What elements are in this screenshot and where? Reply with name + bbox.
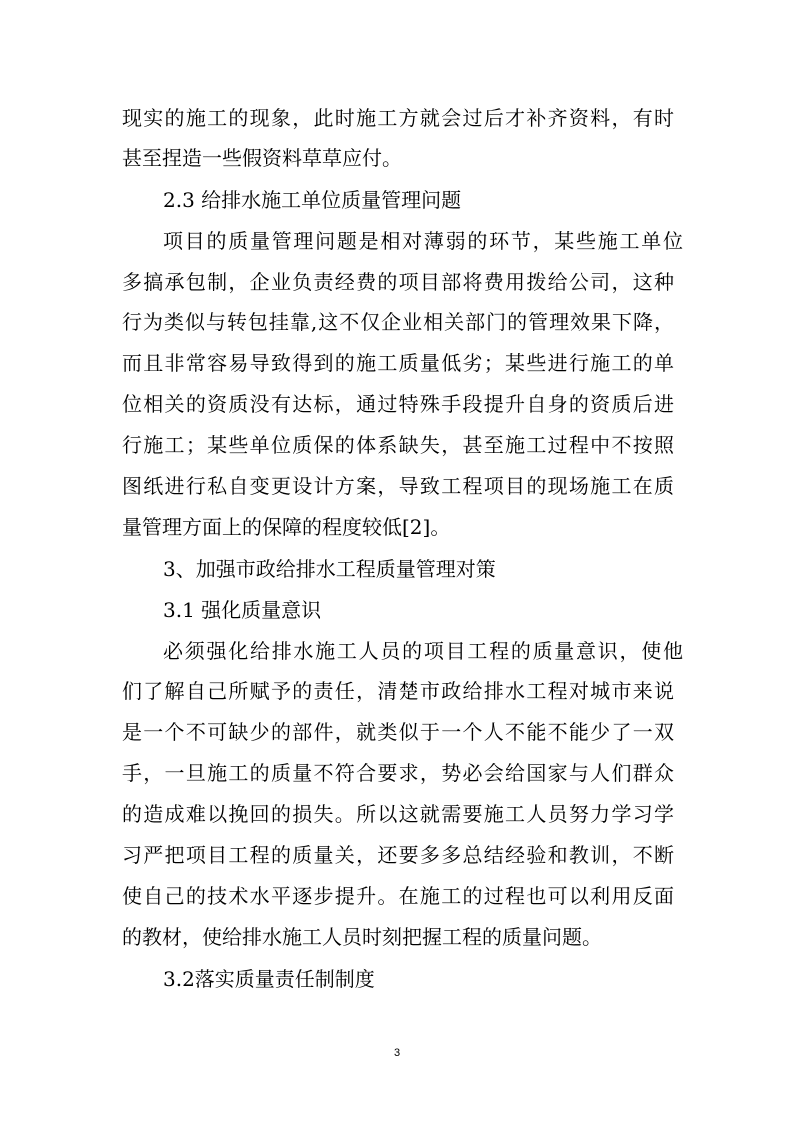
body-text-line: 的教材，使给排水施工人员时刻把握工程的质量问题。	[122, 925, 602, 949]
body-text-line: 而且非常容易导致得到的施工质量低劣；某些进行施工的单	[122, 351, 674, 375]
body-text-line: 手，一旦施工的质量不符合要求，势必会给国家与人们群众	[122, 761, 674, 785]
body-text-line: 位相关的资质没有达标，通过特殊手段提升自身的资质后进	[122, 392, 674, 416]
body-text-line: 是一个不可缺少的部件，就类似于一个人不能不能少了一双	[122, 720, 674, 744]
body-text-line: 们了解自己所赋予的责任，清楚市政给排水工程对城市来说	[122, 679, 674, 703]
body-text-line: 习严把项目工程的质量关，还要多多总结经验和教训，不断	[122, 843, 674, 867]
body-text-line: 甚至捏造一些假资料草草应付。	[122, 146, 402, 170]
body-text-line: 必须强化给排水施工人员的项目工程的质量意识，使他	[163, 639, 683, 663]
body-text-line: 项目的质量管理问题是相对薄弱的环节，某些施工单位	[163, 229, 683, 253]
body-text-line: 使自己的技术水平逐步提升。在施工的过程也可以利用反面	[122, 884, 674, 908]
body-text-line: 图纸进行私自变更设计方案，导致工程项目的现场施工在质	[122, 474, 674, 498]
subsection-heading: 3.1 强化质量意识	[163, 598, 322, 622]
section-heading: 3、加强市政给排水工程质量管理对策	[163, 557, 496, 581]
body-text-line: 的造成难以挽回的损失。所以这就需要施工人员努力学习学	[122, 802, 674, 826]
body-text-line: 现实的施工的现象，此时施工方就会过后才补齐资料，有时	[122, 106, 674, 130]
page-number: 3	[393, 1047, 401, 1059]
body-text-line: 多搞承包制，企业负责经费的项目部将费用拨给公司，这种	[122, 270, 674, 294]
section-heading: 2.3 给排水施工单位质量管理问题	[163, 188, 462, 212]
subsection-heading: 3.2落实质量责任制制度	[163, 967, 375, 991]
body-text-line: 量管理方面上的保障的程度较低[2]。	[122, 515, 451, 539]
body-text-line: 行施工；某些单位质保的体系缺失，甚至施工过程中不按照	[122, 433, 674, 457]
body-text-line: 行为类似与转包挂靠,这不仅企业相关部门的管理效果下降，	[122, 310, 674, 334]
